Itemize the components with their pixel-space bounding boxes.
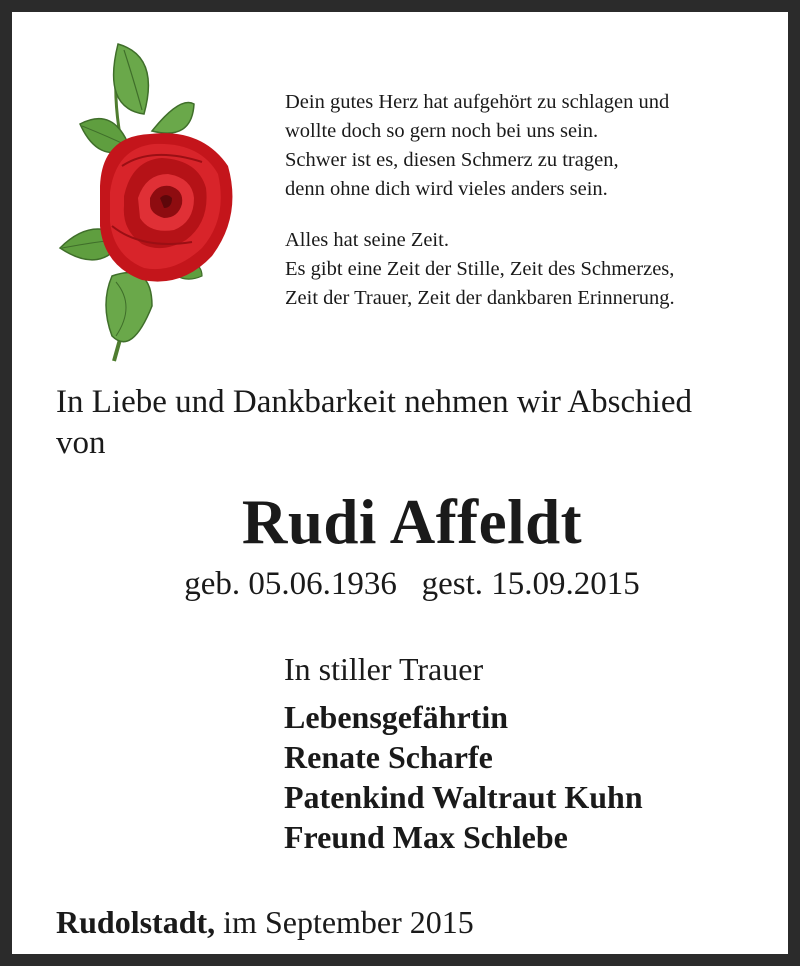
poem-line: Schwer ist es, diesen Schmerz zu tragen, [285, 149, 619, 171]
deceased-name: Rudi Affeldt [241, 487, 583, 557]
poem-line: Zeit der Trauer, Zeit der dankbaren Erinnerung. [285, 287, 675, 309]
place-name: Rudolstadt, [56, 904, 216, 940]
poem-line: Es gibt eine Zeit der Stille, Zeit des Schmerzes, [285, 258, 675, 280]
mourner-line: Patenkind Waltraut Kuhn [284, 779, 643, 815]
mourner-line: Freund Max Schlebe [284, 819, 568, 855]
poem [285, 88, 675, 313]
mourner-line: Lebensgefährtin [284, 699, 508, 735]
mourner-line: Renate Scharfe [284, 739, 493, 775]
mourners-list [284, 697, 643, 857]
poem-line: Dein gutes Herz hat aufgehört zu schlagen und [285, 91, 670, 113]
life-dates: geb. 05.06.1936 gest. 15.09.2015 [184, 566, 640, 602]
poem-line: Alles hat seine Zeit. [285, 229, 449, 251]
intro-line: von [56, 425, 106, 461]
place-and-date [56, 901, 474, 943]
intro-line: In Liebe und Dankbarkeit nehmen wir Abschied [56, 384, 692, 420]
closing-date: im September 2015 [215, 904, 474, 940]
red-rose-icon [52, 36, 252, 366]
poem-line: wollte doch so gern noch bei uns sein. [285, 120, 599, 142]
poem-line: denn ohne dich wird vieles anders sein. [285, 178, 608, 200]
mourning-heading: In stiller Trauer [284, 651, 484, 687]
farewell-intro [56, 382, 692, 464]
stanza-gap [285, 204, 675, 226]
